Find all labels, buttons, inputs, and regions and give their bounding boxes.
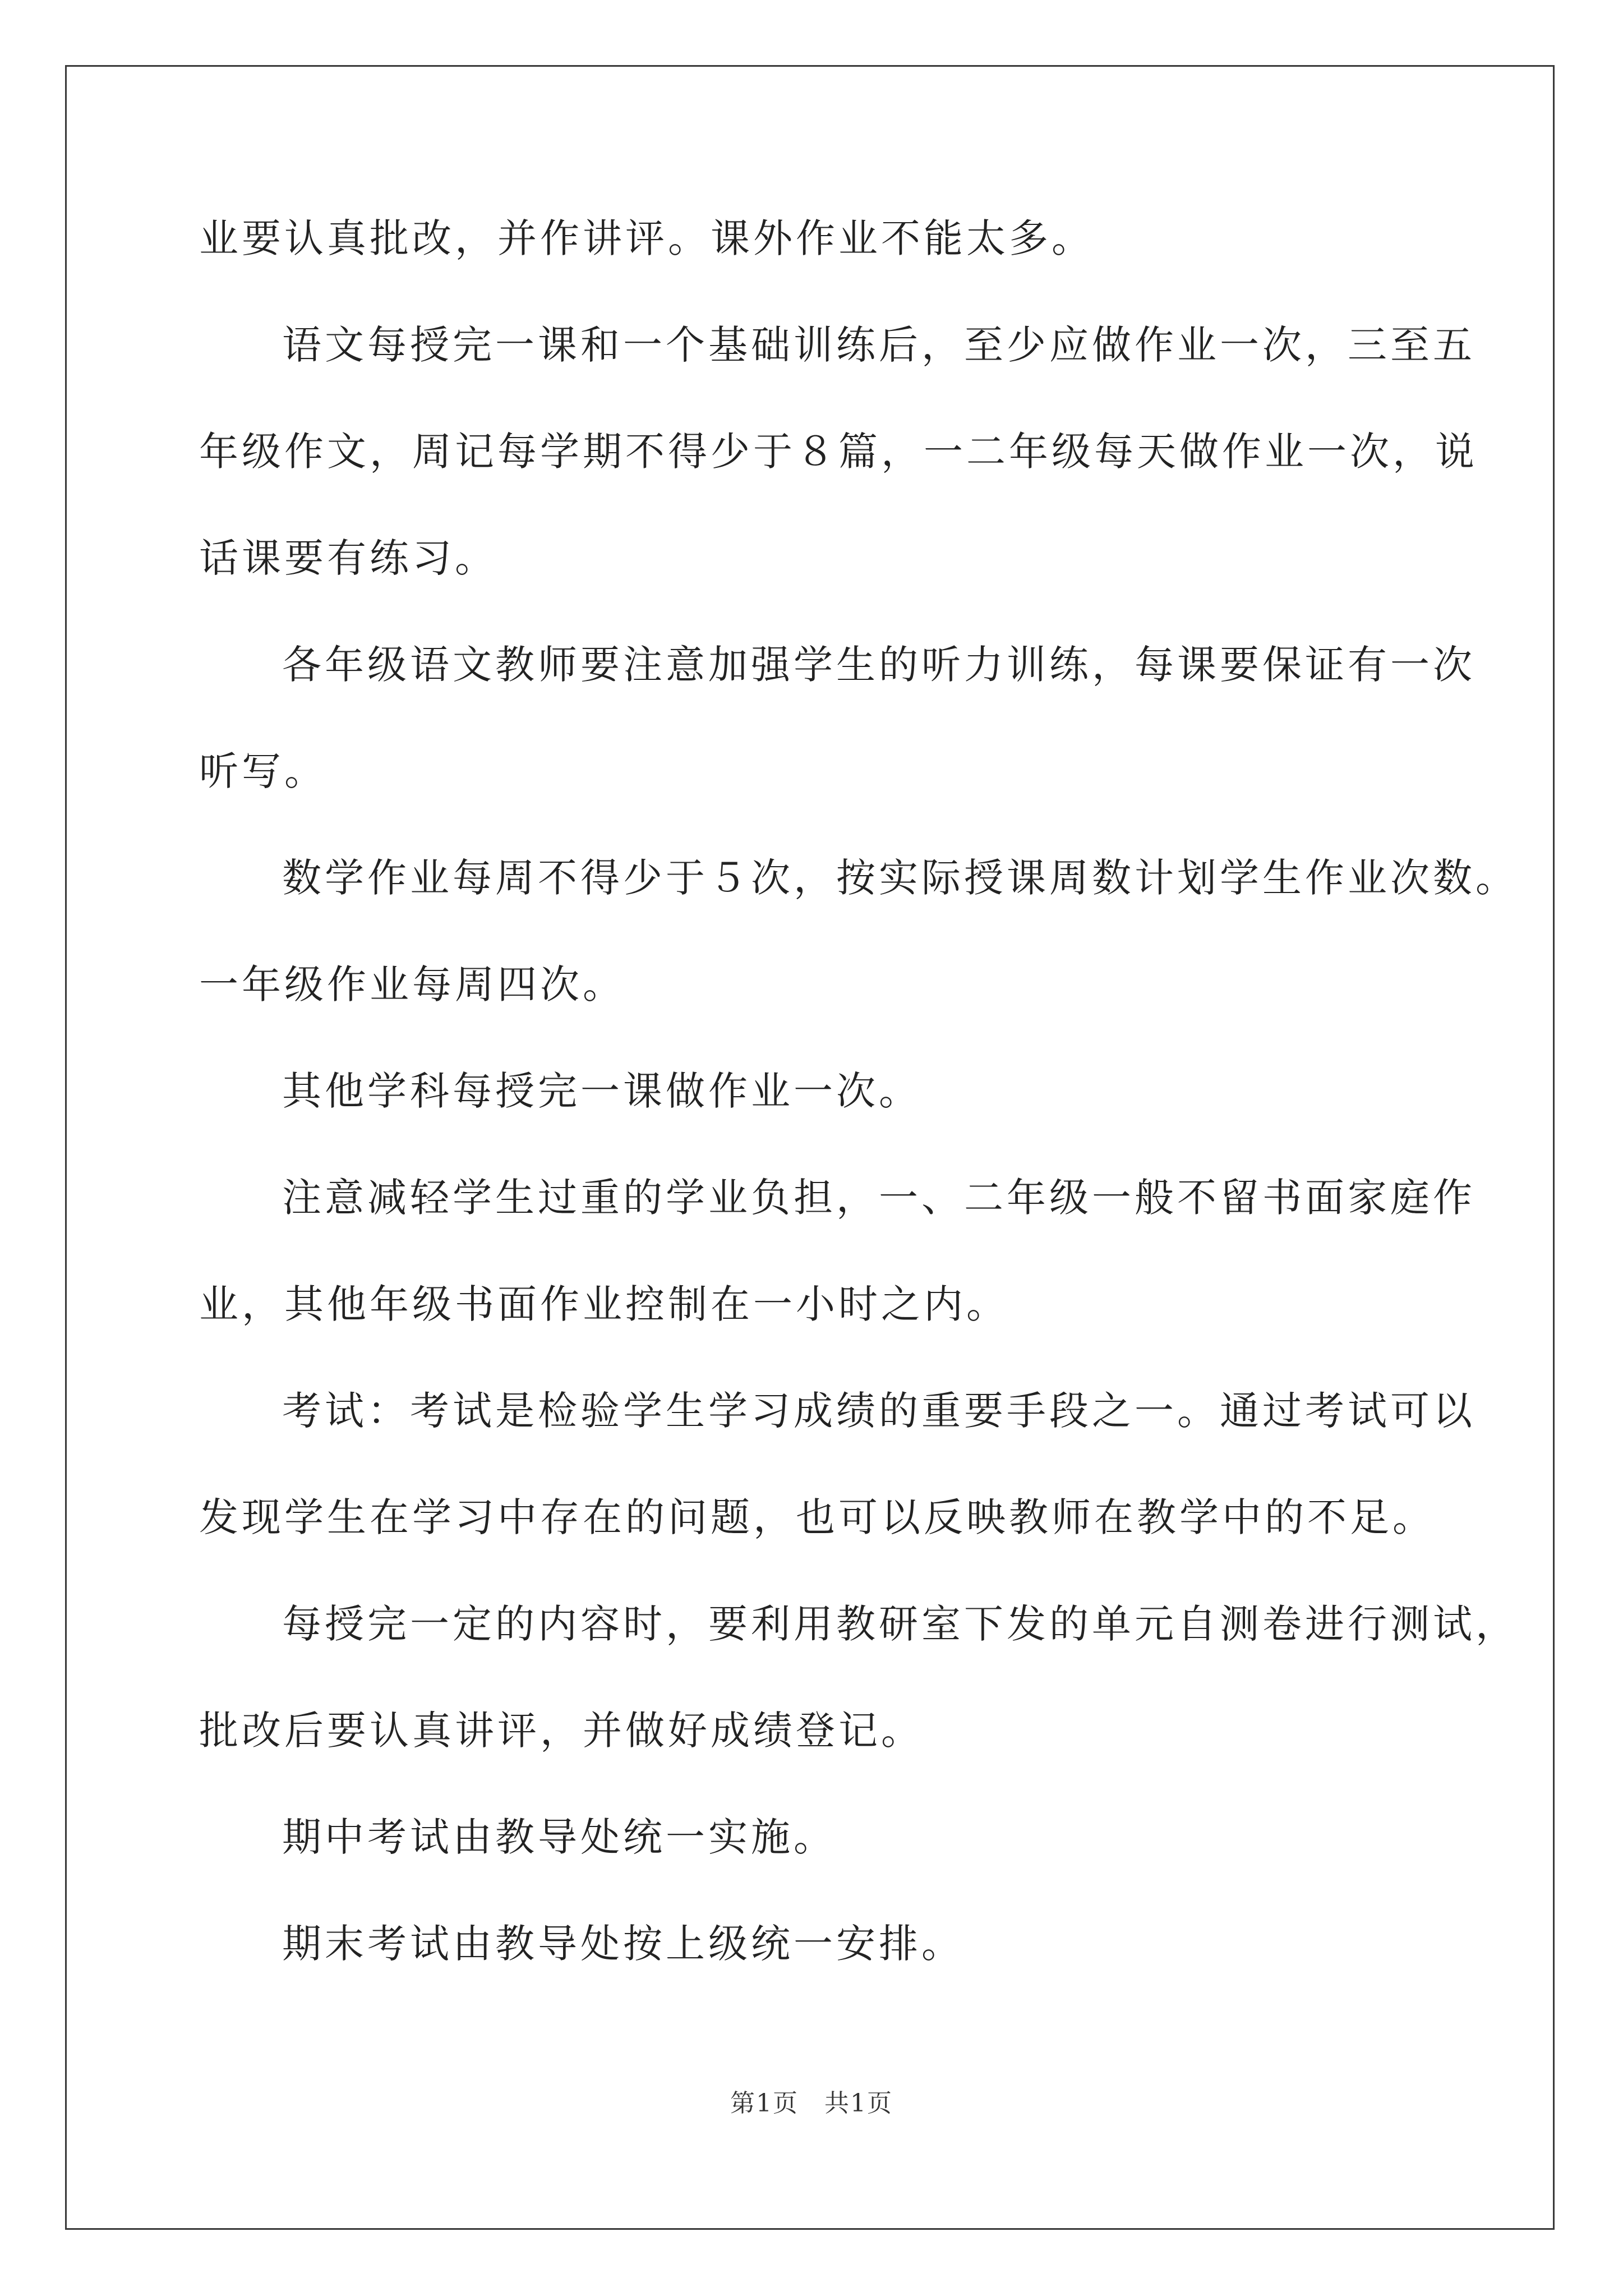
paragraph-first-line: 语文每授完一课和一个基础训练后，至少应做作业一次，三至五 — [282, 322, 1476, 368]
text-line: 批改后要认真讲评，并做好成绩登记。 — [199, 1708, 924, 1754]
paragraph-first-line: 数学作业每周不得少于５次，按实际授课周数计划学生作业次数。 — [282, 855, 1518, 901]
text-line: 业，其他年级书面作业控制在一小时之内。 — [199, 1281, 1009, 1327]
paragraph-first-line: 期中考试由教导处统一实施。 — [282, 1814, 836, 1860]
text-line: 听写。 — [199, 748, 327, 794]
text-line: 一年级作业每周四次。 — [199, 961, 625, 1007]
page-border — [65, 65, 1555, 2230]
paragraph-first-line: 其他学科每授完一课做作业一次。 — [282, 1068, 921, 1114]
text-line: 发现学生在学习中存在的问题，也可以反映教师在教学中的不足。 — [199, 1494, 1435, 1540]
paragraph-first-line: 考试：考试是检验学生学习成绩的重要手段之一。通过考试可以 — [282, 1388, 1476, 1434]
paragraph-first-line: 期末考试由教导处按上级统一安排。 — [282, 1921, 964, 1967]
text-line: 年级作文，周记每学期不得少于８篇，一二年级每天做作业一次，说 — [199, 429, 1478, 475]
text-line: 业要认真批改，并作讲评。课外作业不能太多。 — [199, 215, 1094, 261]
paragraph-first-line: 各年级语文教师要注意加强学生的听力训练，每课要保证有一次 — [282, 642, 1476, 688]
page-number-footer: 第1页 共1页 — [730, 2089, 893, 2118]
paragraph-first-line: 每授完一定的内容时，要利用教研室下发的单元自测卷进行测试， — [282, 1601, 1518, 1647]
paragraph-first-line: 注意减轻学生过重的学业负担，一、二年级一般不留书面家庭作 — [282, 1175, 1476, 1221]
text-line: 话课要有练习。 — [199, 535, 497, 581]
